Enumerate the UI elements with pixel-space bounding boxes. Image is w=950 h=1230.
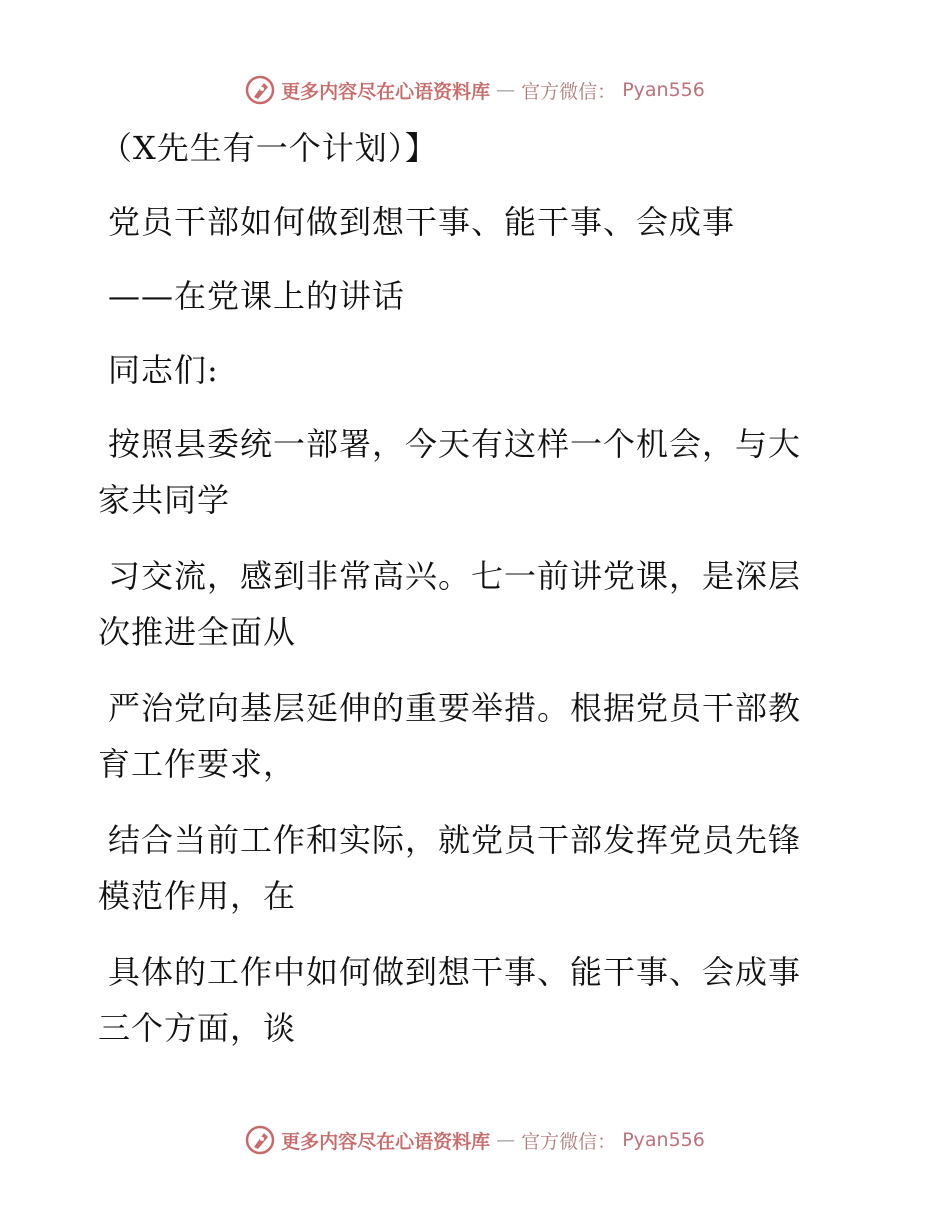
watermark-separator: —: [496, 1129, 516, 1151]
document-subtitle: ——在党课上的讲话: [108, 277, 406, 315]
watermark-wechat-id: Pyan556: [622, 79, 705, 101]
watermark-wechat-label: 官方微信：: [521, 80, 617, 103]
watermark-separator: —: [496, 79, 516, 101]
footer-watermark: [0, 1120, 950, 1160]
document-line: 严治党向基层延伸的重要举措。根据党员干部教: [108, 689, 802, 727]
watermark-wechat-id: Pyan556: [622, 1129, 705, 1151]
document-line: 模范作用，在: [98, 877, 297, 915]
document-salutation: 同志们:: [108, 351, 219, 389]
document-line: 育工作要求，: [98, 745, 297, 783]
document-line: 三个方面，谈: [98, 1009, 297, 1047]
document-line: （X先生有一个计划）】: [100, 129, 438, 167]
pen-nib-logo-icon: [245, 1125, 275, 1155]
document-title: 党员干部如何做到想干事、能干事、会成事: [108, 203, 736, 241]
document-line: 具体的工作中如何做到想干事、能干事、会成事: [108, 953, 802, 991]
watermark-site-text: 更多内容尽在心语资料库: [281, 1130, 491, 1153]
document-line: 按照县委统一部署，今天有这样一个机会，与大: [108, 425, 802, 463]
watermark-wechat-label: 官方微信：: [521, 1130, 617, 1153]
document-line: 家共同学: [98, 481, 231, 519]
document-line: 次推进全面从: [98, 613, 297, 651]
document-line: 结合当前工作和实际，就党员干部发挥党员先锋: [108, 821, 802, 859]
watermark-site-text: 更多内容尽在心语资料库: [281, 80, 491, 103]
document-line: 习交流，感到非常高兴。七一前讲党课，是深层: [108, 557, 802, 595]
